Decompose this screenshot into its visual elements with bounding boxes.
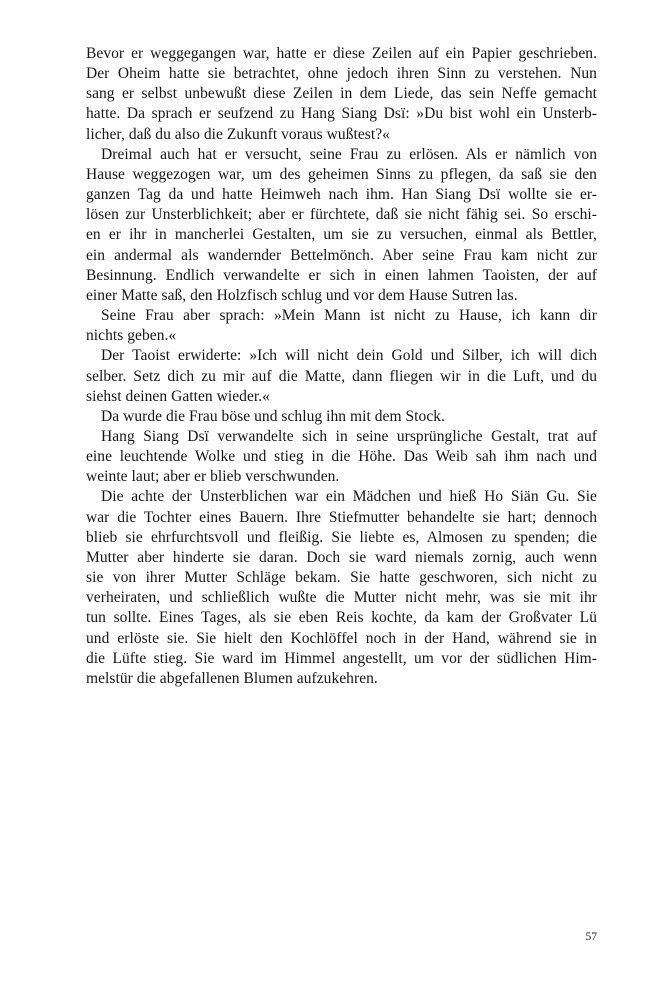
text-line: Bevor er weggegangen war, hatte er diese Zeilen auf ein Papier geschrieben.	[86, 45, 597, 62]
text-line: eine leuchtende Wolke und stieg in die Höhe. Das Weib sah ihm nach und	[86, 448, 597, 466]
text-line: Seine Frau aber sprach: »Mein Mann ist nicht zu Hause, ich kann dir	[101, 307, 597, 325]
text-line: Mutter aber hinderte sie daran. Doch sie ward niemals zornig, auch wenn	[86, 548, 597, 566]
text-line: blieb sie ehrfurchtsvoll und fleißig. Sie liebte es, Almosen zu spenden; die	[86, 528, 597, 546]
text-line: Da wurde die Frau böse und schlug ihn mit dem Stock.	[101, 407, 445, 425]
text-line: lösen zur Unsterblichkeit; aber er fürchtete, daß sie nicht fähig sei. So erschi-	[86, 206, 597, 224]
text-line: Hause weggezogen war, um des geheimen Sinns zu pflegen, da saß sie den	[86, 165, 597, 183]
text-line: verheiraten, und schließlich wußte die Mutter nicht mehr, was sie mit ihr	[86, 589, 597, 607]
text-line: und erlöste sie. Sie hielt den Kochlöffel noch in der Hand, während sie in	[86, 629, 597, 647]
text-line: selber. Setz dich zu mir auf die Matte, dann fliegen wir in die Luft, und du	[86, 367, 597, 385]
text-line: ein andermal als wandernder Bettelmönch. Aber seine Frau kam nicht zur	[86, 246, 597, 264]
text-line: tun sollte. Eines Tages, als sie eben Reis kochte, da kam der Großvater Lü	[86, 609, 597, 627]
text-line: nichts geben.«	[86, 327, 177, 345]
text-line: Dreimal auch hat er versucht, seine Frau zu erlösen. Als er nämlich von	[101, 145, 597, 163]
text-line: siehst deinen Gatten wieder.«	[86, 387, 270, 405]
text-line: sie von ihrer Mutter Schläge bekam. Sie hatte geschworen, sich nicht zu	[86, 569, 597, 587]
body-text	[86, 44, 597, 689]
text-line: weinte laut; aber er blieb verschwunden.	[86, 468, 340, 486]
text-line: Der Oheim hatte sie betrachtet, ohne jedoch ihren Sinn zu verstehen. Nun	[86, 65, 597, 83]
text-line: hatte. Da sprach er seufzend zu Hang Siang Dsï: »Du bist wohl ein Unsterb-	[86, 105, 597, 123]
text-line: einer Matte saß, den Holzfisch schlug und vor dem Hause Sutren las.	[86, 286, 518, 304]
text-line: sang er selbst unbewußt diese Zeilen in dem Liede, das sein Neffe gemacht	[86, 85, 597, 103]
text-line: Der Taoist erwiderte: »Ich will nicht dein Gold und Silber, ich will dich	[101, 347, 597, 365]
text-line: Hang Siang Dsï verwandelte sich in seine ursprüngliche Gestalt, trat auf	[101, 427, 597, 445]
page-number: 57	[585, 931, 597, 943]
text-line: Besinnung. Endlich verwandelte er sich in einen lahmen Taoisten, der auf	[86, 266, 597, 284]
text-line: en er ihr in mancherlei Gestalten, um sie zu versuchen, einmal als Bettler,	[86, 226, 597, 244]
text-line: war die Tochter eines Bauern. Ihre Stiefmutter behandelte sie hart; dennoch	[86, 508, 597, 526]
text-line: die Lüfte stieg. Sie ward im Himmel angestellt, um vor der südlichen Him-	[86, 649, 597, 667]
text-line: ganzen Tag da und hatte Heimweh nach ihm. Han Siang Dsï wollte sie er-	[86, 186, 597, 204]
text-line: licher, daß du also die Zukunft voraus wußtest?«	[86, 125, 390, 143]
text-line: Die achte der Unsterblichen war ein Mädchen und hieß Ho Siän Gu. Sie	[101, 488, 597, 506]
text-line: melstür die abgefallenen Blumen aufzukehren.	[86, 669, 378, 687]
